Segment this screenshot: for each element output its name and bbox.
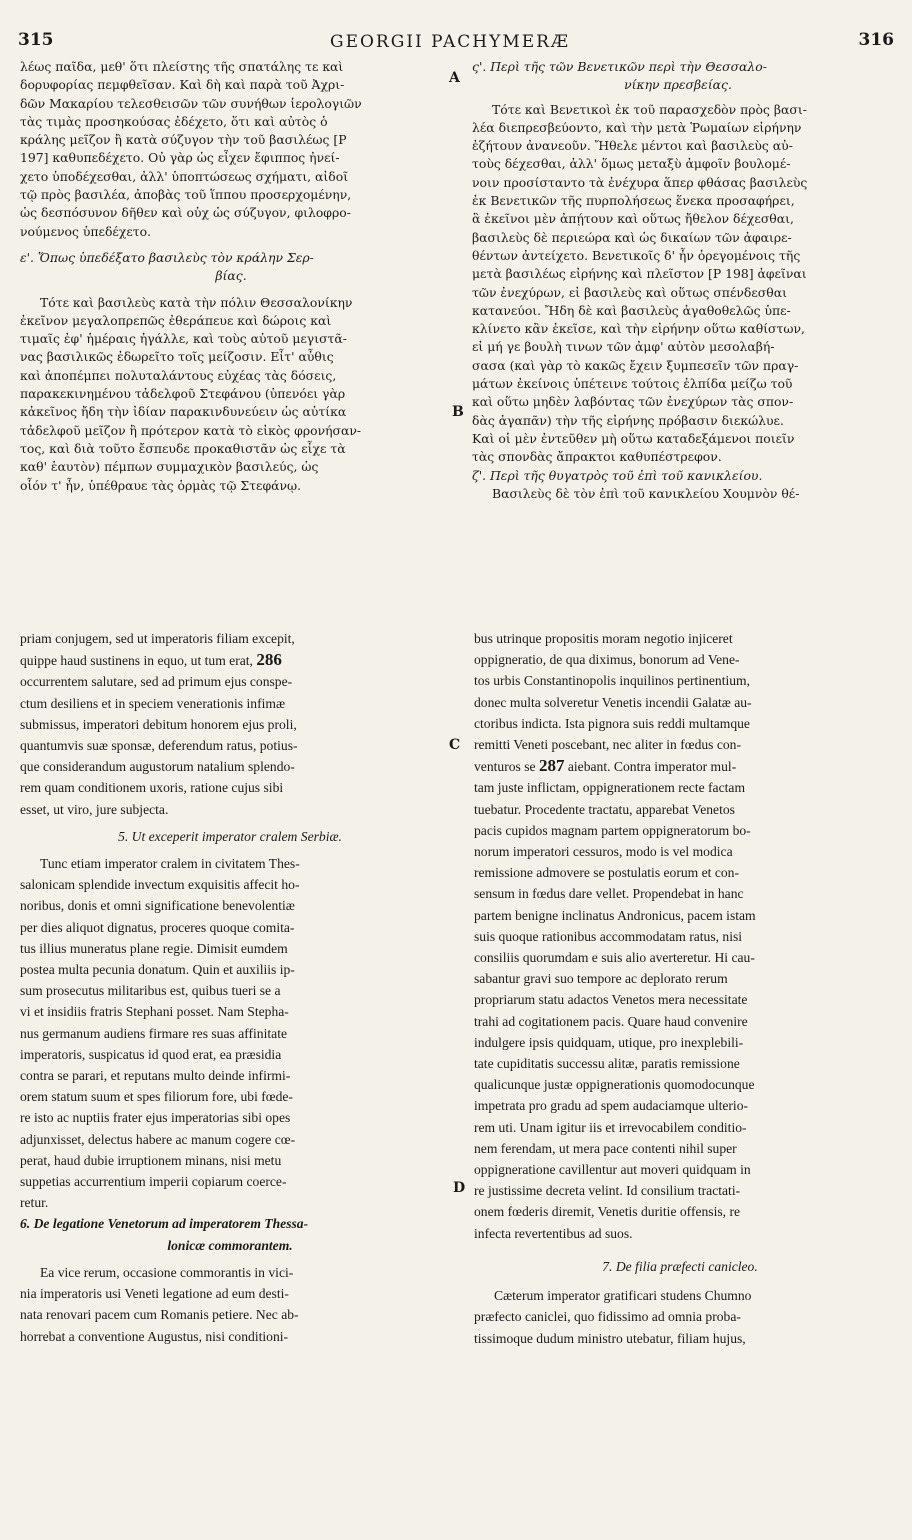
- latin-text-left-column: [20, 628, 440, 1347]
- text-line: trahi ad cogitationem pacis. Quare haud convenire: [474, 1013, 748, 1029]
- text-line: καὶ ἀποπέμπει πολυταλάντους εὐχέας τὰς δόσεις,: [20, 367, 337, 383]
- text-line: sabantur gravi suo tempore ac deplorato rerum: [474, 971, 728, 987]
- text-line: καθ' ἑαυτὸν) πέμπων συμμαχικὸν βασιλεύς, ὡς: [20, 459, 319, 475]
- text-line: re justissime decreta velint. Id consilium tractati-: [474, 1183, 741, 1199]
- text-line: μετὰ βασιλέως εἰρήνης καὶ πλεῖστον [Ρ 198] ἀφεῖναι: [472, 266, 807, 282]
- text-line: retur.: [20, 1195, 49, 1211]
- text-line: νούμενος ὑπεδέχετο.: [20, 223, 152, 239]
- text-line: tuebatur. Procedente tractatu, apparebat Venetos: [474, 801, 735, 817]
- text-line: [474, 755, 886, 777]
- text-line: donec multa solveretur Venetis incendii Galatæ au-: [474, 694, 752, 710]
- text-line: adjunxisset, delectus habere ac manum cogere cœ-: [20, 1131, 296, 1147]
- text-line: ἐκεῖνον μεγαλοπρεπῶς ἐθεράπευε καὶ δώροις καὶ: [20, 312, 332, 328]
- text-line: δῶν Μακαρίου τελεσθεισῶν τῶν συνήθων ἱερολογιῶν: [20, 95, 362, 111]
- text-line: tos urbis Constantinopolis inquilinos pertinentium,: [474, 673, 751, 689]
- text-line: θέντων ἀντείχετο. Βενετικοῖς δ' ἦν ὀρεγομένοις τῆς: [472, 247, 801, 263]
- edition-page-marker: 287: [538, 756, 565, 776]
- text-line: τοὺς δέχεσθαι, ἀλλ' ὅμως μεταξὺ ἀμφοῖν βουλομέ-: [472, 156, 791, 172]
- text-line: postea multa pecunia donatum. Quin et auxiliis ip-: [20, 962, 295, 978]
- text-line: imperatoris, suspicatus id quod erat, ea præsidia: [20, 1046, 282, 1062]
- text-line: τὰς σπονδὰς ἄπρακτοι καθυπέστρεφον.: [472, 449, 722, 465]
- text-line: λέως παῖδα, μεθ' ὅτι πλείστης τῆς σπατάλης τε καὶ: [20, 59, 344, 74]
- text-line: τῷ πρὸς βασιλέα, ἀποβὰς τοῦ ἵππου προσερχομένην,: [20, 187, 352, 203]
- text-line: Tunc etiam imperator cralem in civitatem Thes-: [40, 856, 300, 872]
- text-line: Cæterum imperator gratificari studens Chumno: [494, 1288, 752, 1304]
- latin-text-right-column: [474, 628, 886, 1349]
- text-line: nia imperatoris usi Veneti legatione ad eum desti-: [20, 1286, 289, 1302]
- text-fragment: aiebant. Contra imperator mul-: [567, 759, 737, 775]
- running-header: [0, 30, 912, 54]
- text-line: propriarum statu adactos Venetos mera necessitate: [474, 992, 748, 1008]
- text-line: κράλης μεῖζον ἢ κατὰ σύζυγον τὴν τοῦ βασιλέως [Ρ: [20, 132, 347, 148]
- text-line: que considerandum augustorum natalium splendo-: [20, 759, 295, 775]
- section-heading-5-greek-cont: βίας.: [215, 268, 247, 284]
- text-line: καὶ οὕτω μηδὲν λαβόντας τῶν ἐνεχύρων τὰς σπον-: [472, 394, 794, 410]
- text-line: infecta revertentibus ad suos.: [474, 1225, 633, 1241]
- page-number-right: 316: [858, 30, 894, 50]
- text-line: bus utrinque propositis moram negotio injiceret: [474, 631, 733, 646]
- text-line: νας βασιλικῶς ἐδωρεῖτο τοῖς μείζοσιν. Εἶτ' αὖθις: [20, 349, 334, 365]
- text-line: noribus, donis et omni significatione benevolentiæ: [20, 898, 295, 914]
- text-line: tam juste inflictam, oppignerationem recte factam: [474, 780, 746, 796]
- edition-page-marker: 286: [256, 650, 282, 670]
- section-heading-7-greek: ζ'. Περὶ τῆς θυγατρὸς τοῦ ἐπὶ τοῦ κανικλείου.: [472, 467, 763, 483]
- text-line: 197] καθυπεδέχετο. Οὐ γὰρ ὡς εἶχεν ἔφιππος ἠνεί-: [20, 150, 340, 166]
- section-heading-7-latin: 7. De filia præfecti canicleo.: [602, 1258, 758, 1274]
- text-line: nus germanum audiens firmare res suas affinitate: [20, 1025, 288, 1041]
- running-title: GEORGII PACHYMERÆ: [330, 32, 570, 52]
- text-line: ἐζήτουν ἀνανεοῦν. Ἤθελε μέντοι καὶ βασιλεὺς αὐ-: [472, 138, 793, 154]
- text-line: nata renovari pacem cum Romanis petiere. Nec ab-: [20, 1307, 299, 1323]
- text-line: δὰς ἀγαπᾶν) τὴν τῆς εἰρήνης πρόβασιν διεκώλυε.: [472, 412, 784, 428]
- text-line: submissus, imperatori debitum honorem ejus proli,: [20, 716, 297, 732]
- section-heading-6-greek: ς'. Περὶ τῆς τῶν Βενετικῶν περὶ τὴν Θεσσαλο-: [472, 59, 767, 74]
- text-line: Βασιλεὺς δὲ τὸν ἐπὶ τοῦ κανικλείου Χουμνὸν θέ-: [492, 485, 800, 501]
- text-line: remissione admovere se postulatis eorum et con-: [474, 865, 740, 881]
- text-line: quantumvis suæ sponsæ, deferendum ratus, potius-: [20, 738, 298, 754]
- text-line: priam conjugem, sed ut imperatoris filiam excepit,: [20, 631, 295, 646]
- text-line: δορυφορίας πεμφθεῖσαν. Καὶ δὴ καὶ παρὰ τοῦ Ἀχρι-: [20, 77, 345, 93]
- text-line: Τότε καὶ Βενετικοὶ ἐκ τοῦ παρασχεδὸν πρὸς βασι-: [492, 101, 807, 117]
- text-line: perat, haud dubie irruptionem minans, nisi metu: [20, 1152, 282, 1168]
- text-line: παρακεκινημένου τἀδελφοῦ Στεφάνου (ὑπενόει γὰρ: [20, 386, 346, 402]
- text-line: per dies aliquot dignatus, proceres quoque comita-: [20, 919, 295, 935]
- margin-letter-d: D: [453, 1180, 466, 1196]
- text-line: rem uti. Unam igitur iis et irrevocabilem conditio-: [474, 1119, 747, 1135]
- text-line: orem statum suum et spes filiorum fore, ubi fœde-: [20, 1089, 293, 1105]
- text-line: vi et insidiis fratris Stephani posset. Nam Stepha-: [20, 1004, 289, 1020]
- text-line: pacis cupidos magnam partem oppigneratorum bo-: [474, 822, 751, 838]
- text-line: suis quoque rationibus accommodatam ratus, nisi: [474, 928, 743, 944]
- text-line: χετο ὑποδέχεσθαι, ἀλλ' ὑποπτώσεως σχήματι, αἰδοῖ: [20, 168, 349, 184]
- text-line: σασα (καὶ γὰρ τὸ κακῶς ἔχειν ξυμπεσεῖν τῶν πραγ-: [472, 357, 799, 373]
- text-line: τιμαῖς ἐφ' ἡμέραις ἠγάλλε, καὶ τοὺς αὐτοῦ μεγιστᾶ-: [20, 331, 347, 347]
- text-line: ctum desiliens et in speciem venerationis infimæ: [20, 695, 286, 711]
- text-line: rem quam conditionem uxoris, ratione cujus sibi: [20, 780, 284, 796]
- text-line: Ea vice rerum, occasione commorantis in vici-: [40, 1264, 294, 1280]
- margin-letter-b: B: [452, 404, 464, 420]
- text-line: consiliis quorumdam e suis alio averteretur. Hi cau-: [474, 950, 755, 966]
- text-line: norum imperatori cessuros, modo is vel modica: [474, 844, 733, 860]
- text-line: præfecto caniclei, quo fidissimo ad omnia proba-: [474, 1309, 741, 1325]
- text-line: τἀδελφοῦ μεῖζον ἢ πρότερον κατὰ τὸ εἰκὸς φρονήσαν-: [20, 422, 362, 438]
- text-line: τος, καὶ διὰ τοῦτο ἔσπευδε προκαθιστᾶν ὡς εἶχε τὰ: [20, 440, 346, 456]
- text-line: tate cupiditatis successu alitæ, paratis remissione: [474, 1056, 740, 1072]
- text-line: ὡς δεσπόσυνον δῆθεν καὶ οὐχ ὡς σύζυγον, φιλοφρο-: [20, 205, 351, 221]
- text-line: οἷόν τ' ἦν, ὑπέθραυε τὰς ὁρμὰς τῷ Στεφάνῳ.: [20, 477, 302, 493]
- text-line: oppigneratio, de qua diximus, bonorum ad Vene-: [474, 652, 740, 668]
- section-heading-5-latin: 5. Ut exceperit imperator cralem Serbiæ.: [118, 828, 342, 844]
- text-fragment: quippe haud sustinens in equo, ut tum erat,: [20, 653, 253, 669]
- text-line: λέα διεπρεσβεύοντο, καὶ τὴν μετὰ Ῥωμαίων εἰρήνην: [472, 119, 802, 135]
- text-line: occurrentem salutare, sed ad primum ejus conspe-: [20, 674, 293, 690]
- section-heading-5-greek: ε'. Ὅπως ὑπεδέξατο βασιλεὺς τὸν κράλην Σερ-: [20, 249, 314, 265]
- text-line: horrebat a conventione Augustus, nisi conditioni-: [20, 1328, 289, 1344]
- text-line: εἰ μή γε βουλὴ τινων τῶν ἀμφ' αὐτὸν μεσολαβή-: [472, 339, 775, 355]
- text-line: onem fœderis diremit, Venetis duritie offensis, re: [474, 1204, 741, 1220]
- text-line: sum prosecutus militaribus est, quibus tueri se a: [20, 983, 281, 999]
- section-heading-6-latin-cont: lonicæ commorantem.: [167, 1237, 293, 1253]
- text-line: Τότε καὶ βασιλεὺς κατὰ τὴν πόλιν Θεσσαλονίκην: [40, 294, 353, 310]
- margin-letter-c: C: [449, 737, 461, 753]
- page-number-left: 315: [18, 30, 54, 50]
- text-line: ἐκ Βενετικῶν τῆς πυρπολήσεως ἕνεκα προσαφήρει,: [472, 193, 795, 209]
- text-line: contra se parari, et reputans multo deinde infirmi-: [20, 1068, 291, 1084]
- section-heading-6-greek-cont: νίκην πρεσβείας.: [624, 77, 732, 93]
- text-line: esset, ut viro, jure subjecta.: [20, 801, 169, 817]
- text-line: βασιλεὺς δὲ περιεώρα καὶ ὡς δικαίων τῶν ἀφαιρε-: [472, 229, 792, 245]
- text-line: τὰς τιμὰς προσηκούσας ἐδέχετο, ὅτι καὶ αὐτὸς ὁ: [20, 113, 328, 129]
- text-line: tus illius muneratus plane regie. Dimisit eumdem: [20, 940, 288, 956]
- text-line: indulgere ipsis quidquam, utique, pro inexplebili-: [474, 1034, 744, 1050]
- text-line: partem benigne inclinatus Andronicus, pacem istam: [474, 907, 756, 923]
- text-line: tissimoque dudum ministro utebatur, filiam hujus,: [474, 1330, 746, 1346]
- text-line: salonicam splendide invectum exquisitis affecit ho-: [20, 877, 300, 893]
- text-line: Καὶ οἱ μὲν ἐντεῦθεν μὴ οὕτω καταδεξάμενοι ποιεῖν: [472, 430, 795, 446]
- greek-text-left-column: [20, 58, 442, 495]
- text-line: sensum in fœdus dare vellet. Propendebat in hanc: [474, 886, 744, 902]
- text-line: [20, 649, 440, 671]
- text-line: oppigneratione cavillentur aut moveri quidquam in: [474, 1162, 751, 1178]
- text-line: κἀκεῖνος ἤδη τὴν ἰδίαν παρακινδυνεύειν ὡς αὐτίκα: [20, 404, 347, 420]
- text-line: ctoribus indicta. Ista pignora suis reddi multamque: [474, 715, 750, 731]
- text-line: νοιν προσίσταντο τὰ ἐνέχυρα ἅπερ φθάσας βασιλεὺς: [472, 174, 808, 190]
- text-line: κατανεύοι. Ἤδη δὲ καὶ βασιλεὺς ἀγαθοθελῶς ὑπε-: [472, 302, 791, 318]
- text-line: qualicunque justæ oppignerationis quomodocunque: [474, 1077, 755, 1093]
- margin-letter-a: A: [449, 70, 460, 86]
- section-heading-6-latin: 6. De legatione Venetorum ad imperatorem Thessa-: [20, 1216, 309, 1232]
- text-line: remitti Veneti poscebant, nec aliter in fœdus con-: [474, 737, 742, 753]
- text-line: ἃ ἐκεῖνοι μὲν ἀπῄτουν καὶ οὕτως ἤθελον δέχεσθαι,: [472, 211, 794, 227]
- text-line: nem ferendam, ut mera pace contenti nihil super: [474, 1140, 737, 1156]
- text-line: re isto ac nuptiis frater ejus imperatorias sibi opes: [20, 1110, 291, 1126]
- text-line: impetrata pro gradu ad spem audaciamque ulterio-: [474, 1098, 749, 1114]
- greek-text-right-column: [472, 58, 884, 503]
- text-line: suppetias accurrentium imperii copiarum coerce-: [20, 1174, 287, 1190]
- text-line: κλίνετο κἂν ἐκεῖσε, καὶ τὴν εἰρήνην οὕτω καθίστων,: [472, 321, 805, 337]
- text-fragment: venturos se: [474, 759, 536, 775]
- text-line: μάτων ἐκείνοις ὑπέτεινε τούτοις ἐλπίδα μείζω τοῦ: [472, 376, 793, 392]
- text-line: τῶν ἐνεχύρων, εἰ βασιλεὺς καὶ οὕτως σπένδεσθαι: [472, 284, 787, 300]
